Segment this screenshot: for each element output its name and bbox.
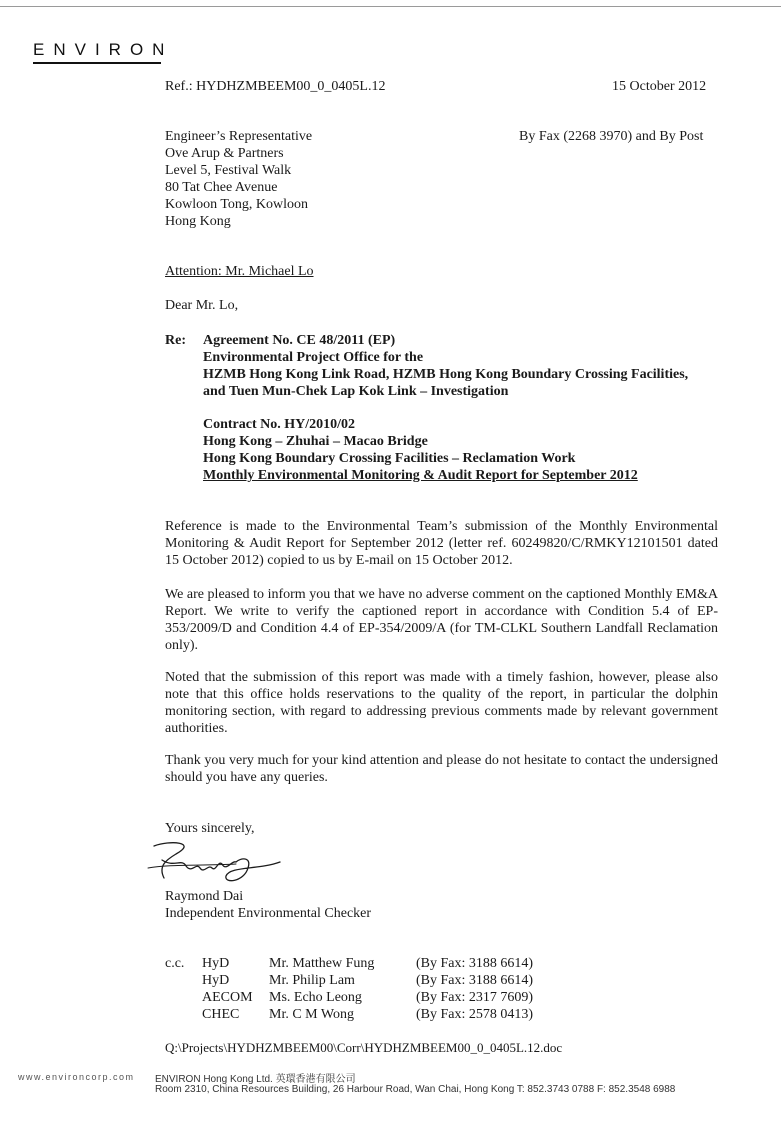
cc-person: Mr. Philip Lam [269,973,355,988]
signer-name: Raymond Dai [165,889,244,904]
file-path: Q:\Projects\HYDHZMBEEM00\Corr\HYDHZMBEEM00_0_0405L.12.doc [165,1040,563,1055]
cc-fax: (By Fax: 3188 6614) [416,956,534,971]
signer-title: Independent Environmental Checker [165,906,372,921]
recipient-line: Kowloon Tong, Kowloon [165,197,309,212]
subject-line: HZMB Hong Kong Link Road, HZMB Hong Kong Boundary Crossing Facilities, [203,367,689,382]
delivery-method: By Fax (2268 3970) and By Post [519,129,704,144]
cc-fax: (By Fax: 2578 0413) [416,1007,534,1022]
reference-number: Ref.: HYDHZMBEEM00_0_0405L.12 [165,79,386,94]
recipient-line: Level 5, Festival Walk [165,163,292,178]
salutation: Dear Mr. Lo, [165,298,239,313]
footer-website: www.environcorp.com [18,1072,135,1082]
logo-underline [33,62,161,64]
cc-org: CHEC [202,1007,240,1022]
closing: Yours sincerely, [165,821,255,836]
subject-line: Contract No. HY/2010/02 [203,417,356,432]
re-label: Re: [165,333,186,348]
subject-line: and Tuen Mun-Chek Lap Kok Link – Investigation [203,384,509,399]
recipient-line: Ove Arup & Partners [165,146,284,161]
recipient-line: Hong Kong [165,214,231,229]
subject-line: Agreement No. CE 48/2011 (EP) [203,333,396,348]
subject-line: Environmental Project Office for the [203,350,424,365]
subject-line: Hong Kong – Zhuhai – Macao Bridge [203,434,428,449]
letter-date: 15 October 2012 [612,79,707,94]
recipient-line: 80 Tat Chee Avenue [165,180,278,195]
footer-company: ENVIRON Hong Kong Ltd. 英環香港有限公司 [155,1074,356,1085]
cc-fax: (By Fax: 2317 7609) [416,990,534,1005]
cc-org: HyD [202,973,230,988]
cc-fax: (By Fax: 3188 6614) [416,973,534,988]
cc-person: Ms. Echo Leong [269,990,362,1005]
footer-address: Room 2310, China Resources Building, 26 Harbour Road, Wan Chai, Hong Kong T: 852.3743 0788 F: 852.3548 6988 [155,1084,676,1095]
body-paragraph: We are pleased to inform you that we have no adverse comment on the captioned Monthly EM&A Report. We write to verify the captioned report in accordance with Condition 5.4 of EP-353/2009/D and Condition 4.4 of EP-354/2009/A (for TM-CLKL Southern Landfall Reclamation only). [165,587,718,653]
cc-label: c.c. [165,956,185,971]
body-paragraph: Thank you very much for your kind attention and please do not hesitate to contact the undersigned should you have any queries. [165,753,718,785]
cc-org: AECOM [202,990,253,1005]
subject-line: Hong Kong Boundary Crossing Facilities – Reclamation Work [203,451,576,466]
subject-line-title: Monthly Environmental Monitoring & Audit Report for September 2012 [203,468,638,483]
attention-line: Attention: Mr. Michael Lo [165,264,314,279]
signature-image [140,838,290,890]
recipient-line: Engineer’s Representative [165,129,313,144]
body-paragraph: Noted that the submission of this report was made with a timely fashion, however, please also note that this office holds reservations to the quality of the report, in particular the dolphin monitoring section, with regard to addressing previous comments made by relevant government authorities. [165,670,718,736]
cc-person: Mr. Matthew Fung [269,956,375,971]
page-top-rule [0,6,781,7]
cc-org: HyD [202,956,230,971]
environ-logo: ENVIRON [33,40,174,59]
body-paragraph: Reference is made to the Environmental Team’s submission of the Monthly Environmental Monitoring & Audit Report for September 2012 (letter ref. 60249820/C/RMKY12101501 dated 15 October 2012) copied to us by E-mail on 15 October 2012. [165,519,718,568]
cc-person: Mr. C M Wong [269,1007,354,1022]
